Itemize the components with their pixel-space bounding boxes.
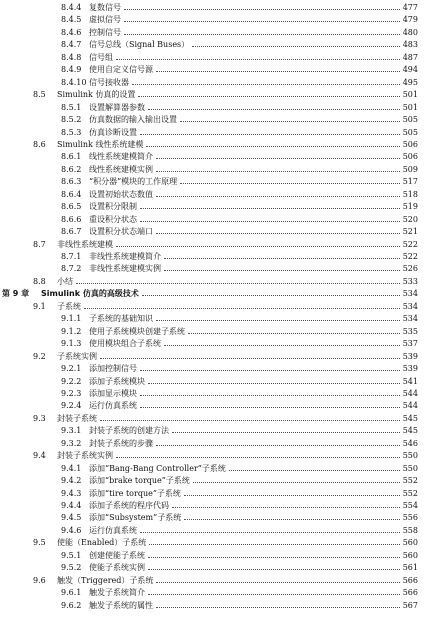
toc-entry-title: 非线性系统建模实例 [89,264,161,274]
toc-dot-leader [184,488,400,496]
toc-page-number: 495 [402,77,418,87]
toc-dot-leader [164,338,400,346]
toc-subsection-row [0,176,426,187]
toc-dot-leader [184,512,400,520]
toc-entry-title: 添加“brake torque”子系统 [89,476,190,486]
toc-dot-leader [140,201,400,209]
toc-subsection-row [0,189,426,200]
toc-page-number: 501 [402,90,418,100]
toc-entry-number: 9.4 [33,451,46,461]
toc-page-number: 560 [402,538,418,548]
toc-page-number: 533 [402,276,418,286]
toc-entry-number: 9.1.3 [61,339,82,349]
toc-entry-number: 8.4.10 [61,77,87,87]
toc-entry-number: 8.6.7 [61,227,82,237]
toc-page-number: 544 [402,388,418,398]
toc-entry-title: 使用自定义信号源 [89,65,153,75]
toc-section-row [0,575,426,586]
toc-page-number: 501 [402,102,418,112]
toc-dot-leader [148,562,400,570]
toc-page-number: 550 [402,463,418,473]
toc-entry-number: 9.1 [33,301,46,311]
toc-section-row [0,89,426,100]
toc-entry-title: 非线性系统建模简介 [89,252,161,261]
toc-entry-number: 8.4.6 [61,27,82,37]
toc-dot-leader [156,600,400,608]
toc-entry-number: 8.5 [33,90,46,100]
toc-dot-leader [116,450,400,458]
toc-page-number: 567 [402,600,418,610]
toc-dot-leader [156,64,400,72]
toc-page-number: 545 [402,426,418,436]
toc-dot-leader [116,239,400,247]
toc-entry-number: 9.6.1 [61,588,82,598]
toc-section-row [0,239,426,250]
toc-entry-title: 设置初始状态数值 [89,189,153,199]
toc-entry-number: 9.4.2 [61,476,82,486]
toc-subsection-row [0,2,426,13]
toc-entry-title: 触发（Triggered）子系统 [57,575,154,585]
toc-subsection-row [0,550,426,561]
toc-subsection-row [0,488,426,499]
toc-entry-number: 8.4.7 [61,40,82,50]
toc-entry-number: 9.4.5 [61,513,82,523]
toc-dot-leader [124,27,400,35]
toc-dot-leader [156,313,400,321]
toc-dot-leader [156,151,400,159]
toc-entry-title: 使能子系统实例 [89,563,145,573]
toc-entry-title: “积分器”模块的工作原理 [89,177,178,187]
toc-dot-leader [164,251,400,259]
toc-dot-leader [172,425,400,433]
toc-entry-title: 添加子系统的程序代码 [89,501,169,510]
toc-entry-title: 虚拟信号 [89,15,121,25]
toc-entry-title: 重设积分状态 [89,214,137,224]
toc-entry-title: 信号总线（Signal Buses） [89,40,190,50]
toc-page-number: 505 [402,127,418,137]
toc-page-number: 561 [402,563,418,573]
toc-page-number: 521 [402,227,418,237]
toc-dot-leader [100,351,400,359]
toc-page-number: 520 [402,214,418,224]
toc-entry-title: 设置积分限制 [89,202,137,212]
toc-entry-title: 封装子系统 [57,413,97,423]
toc-page-number: 560 [402,550,418,560]
toc-entry-title: 仿真数据的输入输出设置 [89,115,177,125]
toc-section-row [0,537,426,548]
toc-entry-number: 8.7.2 [61,264,82,274]
toc-entry-number: 8.5.3 [61,127,82,137]
toc-entry-title: 添加子系统模块 [89,376,145,386]
toc-dot-leader [149,537,400,545]
toc-entry-number: 9.4.4 [61,501,82,510]
toc-dot-leader [116,52,400,60]
toc-entry-title: 复数信号 [89,3,121,12]
toc-entry-title: 封装子系统的步骤 [89,438,153,448]
toc-subsection-row [0,77,426,88]
toc-entry-number: 9.2.4 [61,401,82,411]
toc-subsection-row [0,164,426,175]
toc-dot-leader [132,77,400,85]
toc-dot-leader [140,388,400,396]
toc-page-number: 544 [402,401,418,411]
toc-page-number: 566 [402,588,418,598]
toc-subsection-row [0,127,426,138]
toc-entry-number: 9.1.2 [61,326,82,336]
toc-page-number: 505 [402,115,418,125]
toc-entry-number: 8.5.2 [61,115,82,125]
toc-subsection-row [0,500,426,511]
toc-entry-title: 线性系统建模简介 [89,152,153,162]
toc-subsection-row [0,438,426,449]
toc-page-number: 535 [402,326,418,336]
toc-entry-title: 添加“Bang-Bang Controller”子系统 [89,463,226,473]
toc-entry-title: 设置积分状态端口 [89,227,153,237]
toc-dot-leader [229,463,400,471]
toc-entry-number: 8.4.5 [61,15,82,25]
toc-page-number: 534 [402,289,418,299]
toc-entry-number: 9.5 [33,538,46,548]
toc-entry-title: Simulink 线性系统建模 [57,139,144,149]
toc-page-number: 487 [402,52,418,62]
toc-entry-title: 子系统实例 [57,351,97,361]
toc-dot-leader [156,164,400,172]
toc-dot-leader [180,114,400,122]
toc-entry-title: 子系统 [57,301,81,311]
toc-subsection-row [0,27,426,38]
toc-page-number: 526 [402,264,418,274]
toc-page-number: 483 [402,40,418,50]
toc-page-number: 556 [402,513,418,523]
toc-subsection-row [0,425,426,436]
toc-subsection-row [0,400,426,411]
toc-entry-number: 8.6 [33,139,46,149]
toc-entry-title: 添加“Subsystem”子系统 [89,513,182,523]
toc-dot-leader [148,550,400,558]
toc-entry-title: 非线性系统建模 [57,239,113,249]
toc-entry-title: 运行仿真系统 [89,525,137,535]
toc-dot-leader [140,400,400,408]
toc-entry-title: 使能（Enabled）子系统 [57,538,147,548]
toc-page-number: 552 [402,488,418,498]
toc-entry-title: 触发子系统简介 [89,588,145,598]
toc-entry-number: 第 9 章 [2,289,30,299]
toc-entry-title: 运行仿真系统 [89,401,137,411]
toc-section-row [0,301,426,312]
toc-dot-leader [142,288,400,296]
toc-page-number: 519 [402,202,418,212]
toc-dot-leader [156,438,400,446]
toc-dot-leader [124,2,400,10]
toc-page-number: 539 [402,364,418,374]
toc-dot-leader [138,89,400,97]
toc-dot-leader [84,301,400,309]
toc-entry-number: 8.6.5 [61,202,82,212]
toc-entry-number: 9.4.1 [61,463,82,473]
toc-entry-number: 8.6.3 [61,177,82,187]
toc-page-number: 494 [402,65,418,75]
toc-subsection-row [0,388,426,399]
toc-page-number: 479 [402,15,418,25]
toc-page-number: 541 [402,376,418,386]
toc-page-number: 517 [402,177,418,187]
toc-dot-leader [148,587,400,595]
toc-page-number: 522 [402,252,418,261]
toc-dot-leader [192,39,400,47]
toc-page-number: 506 [402,152,418,162]
toc-page-number: 552 [402,476,418,486]
toc-entry-number: 9.1.1 [61,314,82,324]
toc-entry-number: 8.4.4 [61,3,82,12]
toc-page-number: 534 [402,301,418,311]
toc-dot-leader [180,176,400,184]
toc-page-number: 518 [402,189,418,199]
toc-entry-title: 仿真诊断设置 [89,127,137,137]
toc-subsection-row [0,587,426,598]
toc-entry-title: 信号接收器 [89,77,129,87]
toc-entry-number: 8.8 [33,276,46,286]
toc-subsection-row [0,14,426,25]
toc-dot-leader [76,276,400,284]
toc-entry-number: 9.2 [33,351,46,361]
toc-dot-leader [140,525,400,533]
toc-subsection-row [0,313,426,324]
toc-page-number: 546 [402,438,418,448]
toc-entry-title: 创建使能子系统 [89,550,145,560]
toc-section-row [0,276,426,287]
toc-dot-leader [172,500,400,508]
toc-subsection-row [0,214,426,225]
toc-dot-leader [140,127,400,135]
toc-entry-title: 触发子系统的属性 [89,600,153,610]
toc-entry-number: 8.6.4 [61,189,82,199]
toc-subsection-row [0,326,426,337]
toc-entry-title: 设置解算器参数 [89,102,145,112]
toc-dot-leader [156,189,400,197]
toc-section-row [0,139,426,150]
toc-entry-number: 8.5.1 [61,102,82,112]
toc-chapter-row [0,288,426,299]
toc-dot-leader [100,413,400,421]
toc-dot-leader [148,376,400,384]
toc-entry-number: 9.2.2 [61,376,82,386]
toc-dot-leader [164,263,400,271]
toc-entry-number: 9.2.1 [61,364,82,374]
toc-subsection-row [0,363,426,374]
toc-entry-number: 8.6.6 [61,214,82,224]
toc-entry-title: Simulink 仿真的高级技术 [41,289,139,299]
toc-entry-number: 8.6.2 [61,164,82,174]
toc-entry-title: 信号组 [89,52,113,62]
toc-subsection-row [0,201,426,212]
toc-page-number: 477 [402,3,418,12]
toc-page-number: 534 [402,314,418,324]
toc-subsection-row [0,226,426,237]
toc-entry-title: 使用模块组合子系统 [89,339,161,349]
toc-entry-title: 封装子系统的创建方法 [89,426,169,436]
toc-entry-number: 9.4.3 [61,488,82,498]
toc-section-row [0,351,426,362]
toc-section-row [0,413,426,424]
toc-entry-title: 使用子系统模块创建子系统 [89,326,185,336]
toc-dot-leader [193,475,400,483]
toc-entry-number: 8.4.9 [61,65,82,75]
toc-entry-title: 封装子系统实例 [57,451,113,461]
toc-section-row [0,450,426,461]
toc-subsection-row [0,338,426,349]
toc-entry-title: 子系统的基础知识 [89,314,153,324]
toc-subsection-row [0,114,426,125]
toc-subsection-row [0,475,426,486]
toc-subsection-row [0,562,426,573]
toc-entry-title: Simulink 仿真的设置 [57,90,136,100]
toc-subsection-row [0,151,426,162]
toc-subsection-row [0,600,426,611]
toc-page-number: 537 [402,339,418,349]
toc-entry-title: 添加显示模块 [89,388,137,398]
toc-entry-number: 9.3.2 [61,438,82,448]
toc-entry-number: 9.6.2 [61,600,82,610]
toc-subsection-row [0,251,426,262]
toc-subsection-row [0,52,426,63]
toc-dot-leader [156,575,400,583]
toc-subsection-row [0,512,426,523]
toc-subsection-row [0,64,426,75]
toc-entry-number: 9.5.2 [61,563,82,573]
toc-page-number: 480 [402,27,418,37]
toc-page-number: 522 [402,239,418,249]
toc-entry-number: 8.4.8 [61,52,82,62]
toc-entry-number: 9.5.1 [61,550,82,560]
toc-subsection-row [0,376,426,387]
toc-entry-title: 添加“tire torque”子系统 [89,488,181,498]
toc-subsection-row [0,39,426,50]
toc-subsection-row [0,463,426,474]
toc-dot-leader [146,139,400,147]
toc-page-number: 566 [402,575,418,585]
toc-page-number: 558 [402,525,418,535]
toc-entry-title: 添加控制信号 [89,364,137,374]
toc-entry-number: 8.7.1 [61,252,82,261]
toc-entry-number: 9.2.3 [61,388,82,398]
toc-entry-number: 9.3 [33,413,46,423]
toc-entry-title: 线性系统建模实例 [89,164,153,174]
toc-subsection-row [0,525,426,536]
toc-subsection-row [0,263,426,274]
toc-entry-number: 9.4.6 [61,525,82,535]
toc-entry-number: 8.6.1 [61,152,82,162]
toc-dot-leader [140,363,400,371]
toc-dot-leader [156,226,400,234]
toc-entry-number: 9.6 [33,575,46,585]
toc-page-number: 554 [402,501,418,510]
toc-page-number: 506 [402,139,418,149]
toc-page-number: 545 [402,413,418,423]
toc-dot-leader [148,102,400,110]
toc-dot-leader [188,326,400,334]
toc-page-number: 539 [402,351,418,361]
toc-entry-title: 控制信号 [89,27,121,37]
toc-page-number: 509 [402,164,418,174]
toc-entry-number: 8.7 [33,239,46,249]
toc-dot-leader [124,14,400,22]
toc-entry-title: 小结 [57,276,73,286]
toc-entry-number: 9.3.1 [61,426,82,436]
toc-page-number: 550 [402,451,418,461]
toc-dot-leader [140,214,400,222]
toc-subsection-row [0,102,426,113]
